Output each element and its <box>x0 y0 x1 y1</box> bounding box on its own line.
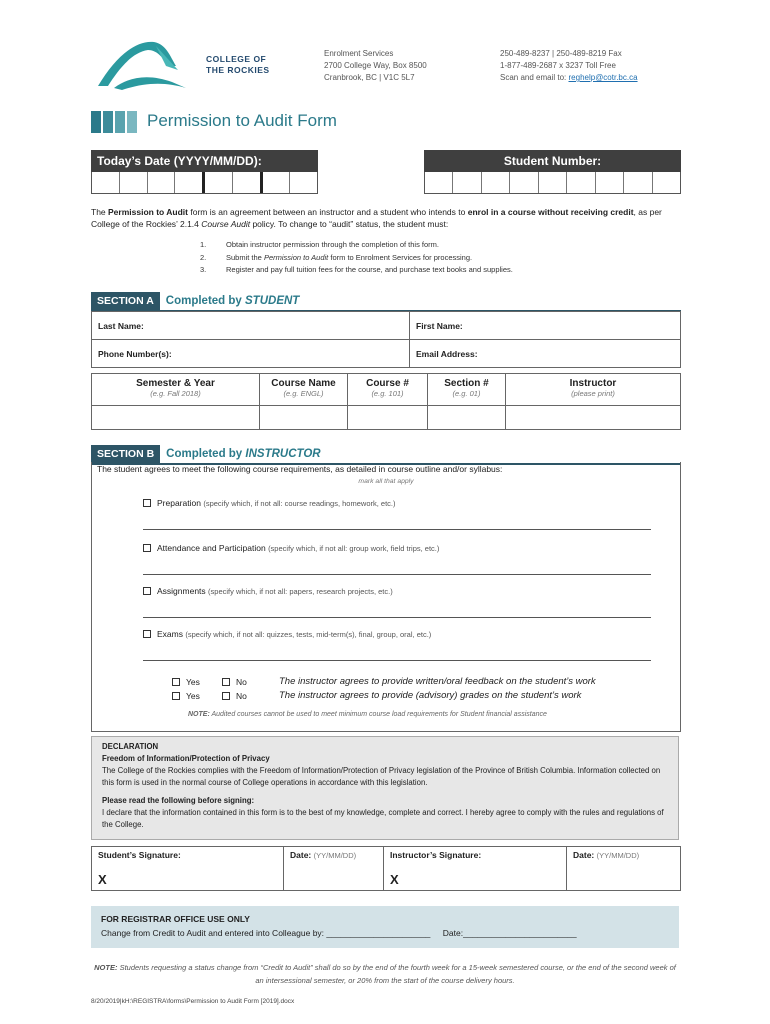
course-name-column-header: Course Name (e.g. ENGL) <box>260 374 348 406</box>
checkbox[interactable] <box>222 692 230 700</box>
grades-agreement: The instructor agrees to provide (advisory) grades on the student’s work <box>279 690 582 701</box>
exams-option[interactable]: Exams (specify which, if not all: quizzes, tests, mid-term(s), final, group, oral, etc.) <box>143 629 431 639</box>
exams-line[interactable] <box>143 660 651 661</box>
checkbox[interactable] <box>172 692 180 700</box>
section-b-intro: The student agrees to meet the following course requirements, as detailed in course outline and/or syllabus: <box>97 464 503 474</box>
student-number-label: Student Number: <box>424 150 681 172</box>
student-number-input-grid[interactable] <box>424 172 681 194</box>
contact-block: 250-489-8237 | 250-489-8219 Fax 1-877-489-2687 x 3237 Toll Free Scan and email to: reghelp@cotr.bc.ca <box>500 49 638 82</box>
mark-all-hint: mark all that apply <box>358 478 414 485</box>
checkbox[interactable] <box>172 678 180 686</box>
email-link[interactable]: reghelp@cotr.bc.ca <box>568 73 638 82</box>
bottom-note: NOTE: Students requesting a status change from “Credit to Audit” shall do so by the end of the fourth week for a 15-week semestered course, or the end of the second week of an intersessional semester, or 20% from the start of the course delivery hours. <box>94 963 676 985</box>
student-signature-x: X <box>92 869 284 891</box>
list-item: 3. Register and pay full tuition fees for the course, and purchase text books and supplies. <box>200 265 513 274</box>
first-name-field[interactable]: First Name: <box>410 312 681 340</box>
email-field[interactable]: Email Address: <box>410 340 681 368</box>
semester-column-header: Semester & Year (e.g. Fall 2018) <box>92 374 260 406</box>
list-item: 1. Obtain instructor permission through the completion of this form. <box>200 240 440 249</box>
checkbox[interactable] <box>222 678 230 686</box>
instructor-date-field[interactable]: Date: (YY/MM/DD) <box>567 847 681 869</box>
page-title: Permission to Audit Form <box>147 111 337 130</box>
instructor-signature-field[interactable]: Instructor’s Signature: <box>384 847 567 869</box>
footer-path: 8/20/2019|kH:\REGISTRA\forms\Permission to Audit Form [2019].docx <box>91 998 295 1005</box>
date-field <box>91 150 318 194</box>
assignments-option[interactable]: Assignments (specify which, if not all: papers, research projects, etc.) <box>143 586 393 596</box>
grades-no[interactable]: No <box>222 691 247 701</box>
registrar-box: FOR REGISTRAR OFFICE USE ONLY Change from Credit to Audit and entered into Colleague by: ______________________ Date:________________________ <box>91 906 679 948</box>
section-a-header: SECTION A Completed by STUDENT <box>91 291 681 312</box>
semester-input[interactable] <box>92 406 260 430</box>
student-signature-field[interactable]: Student’s Signature: <box>92 847 284 869</box>
student-number-field <box>424 150 681 194</box>
section-number-column-header: Section # (e.g. 01) <box>428 374 506 406</box>
feedback-agreement: The instructor agrees to provide written/oral feedback on the student’s work <box>279 676 596 687</box>
section-number-input[interactable] <box>428 406 506 430</box>
student-date-field[interactable]: Date: (YY/MM/DD) <box>284 847 384 869</box>
course-number-input[interactable] <box>348 406 428 430</box>
title-accent-bars <box>91 111 139 133</box>
audit-note: NOTE: Audited courses cannot be used to meet minimum course load requirements for Student financial assistance <box>188 711 547 718</box>
declaration-box: DECLARATION Freedom of Information/Protection of Privacy The College of the Rockies complies with the Freedom of Information/Protection of Privacy legislation of the Province of British Columbia. Information collected on this form is used in the normal course of College operations in accordance with this legislation. Please read the following before signing: I declare that the information contained in this form is to the best of my knowledge, complete and correct. I hereby agree to comply with the rules and regulations of the College. <box>91 736 679 840</box>
phone-field[interactable]: Phone Number(s): <box>92 340 410 368</box>
feedback-no[interactable]: No <box>222 677 247 687</box>
date-input-grid[interactable] <box>91 172 318 194</box>
section-b-header: SECTION B Completed by INSTRUCTOR <box>91 444 681 465</box>
date-label: Today’s Date (YYYY/MM/DD): <box>91 150 318 172</box>
assignments-line[interactable] <box>143 617 651 618</box>
instructor-signature-x: X <box>384 869 567 891</box>
preparation-line[interactable] <box>143 529 651 530</box>
signature-table <box>91 846 681 891</box>
course-number-column-header: Course # (e.g. 101) <box>348 374 428 406</box>
attendance-option[interactable]: Attendance and Participation (specify which, if not all: group work, field trips, etc.) <box>143 543 439 553</box>
checkbox[interactable] <box>143 630 151 638</box>
instructor-input[interactable] <box>506 406 681 430</box>
grades-yes[interactable]: Yes <box>172 691 200 701</box>
last-name-field[interactable]: Last Name: <box>92 312 410 340</box>
preparation-option[interactable]: Preparation (specify which, if not all: course readings, homework, etc.) <box>143 498 396 508</box>
intro-paragraph: The Permission to Audit form is an agreement between an instructor and a student who intends to enrol in a course without receiving credit, as per College of the Rockies’ 2.1.4 Course Audit policy. To change to “audit” status, the student must: <box>91 207 662 229</box>
student-info-table <box>91 311 681 368</box>
checkbox[interactable] <box>143 499 151 507</box>
course-name-input[interactable] <box>260 406 348 430</box>
list-item: 2. Submit the Permission to Audit form to Enrolment Services for processing. <box>200 252 473 262</box>
feedback-yes[interactable]: Yes <box>172 677 200 687</box>
college-name: COLLEGE OF THE ROCKIES <box>206 54 270 75</box>
address-block: Enrolment Services 2700 College Way, Box 8500 Cranbrook, BC | V1C 5L7 <box>324 49 427 82</box>
course-table <box>91 373 681 430</box>
college-logo <box>96 36 196 92</box>
steps-list <box>200 239 513 277</box>
checkbox[interactable] <box>143 544 151 552</box>
checkbox[interactable] <box>143 587 151 595</box>
instructor-column-header: Instructor (please print) <box>506 374 681 406</box>
attendance-line[interactable] <box>143 574 651 575</box>
